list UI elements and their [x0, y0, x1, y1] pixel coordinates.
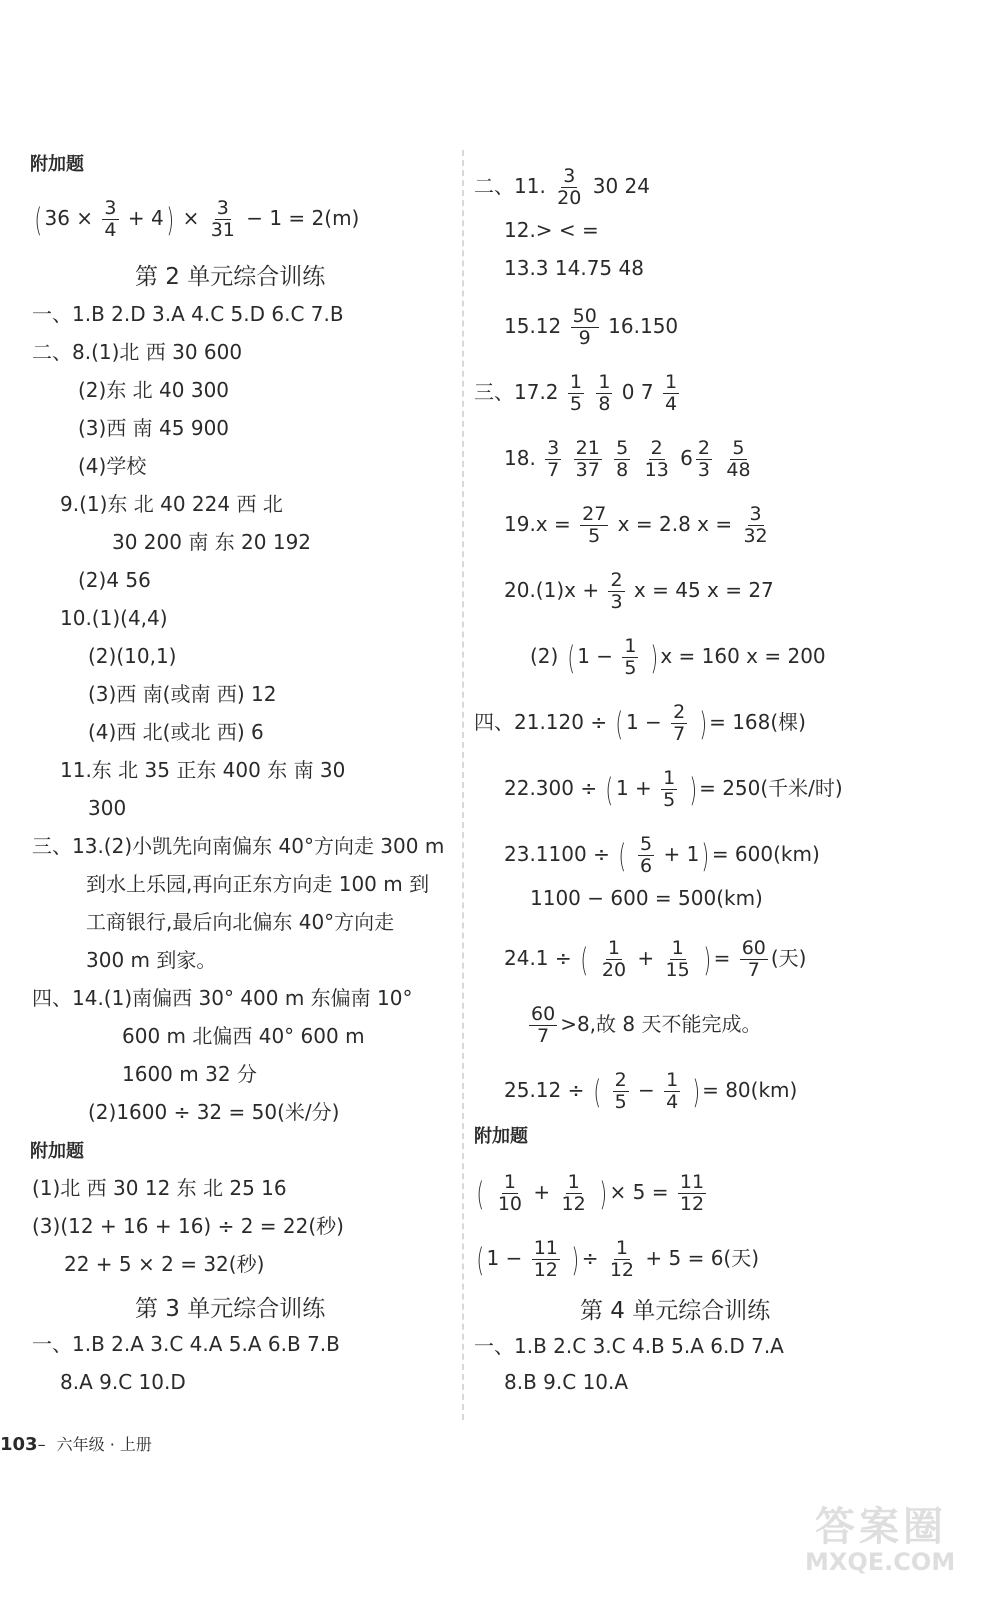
answer-line: 11.东 北 35 正东 400 东 南 30	[60, 758, 346, 782]
footer-dash: –	[37, 1435, 46, 1454]
fraction: $\frac{1}{4}$	[666, 1069, 679, 1113]
answer-line: 到水上乐园,再向正东方向走 100 m 到	[86, 872, 430, 896]
answer-line: 一、1.B 2.C 3.C 4.B 5.A 6.D 7.A	[474, 1334, 784, 1358]
answer-line: ( 1 − $\frac{11}{12}$ ) ÷ $\frac{1}{12}$ + 5 = 6(天)	[476, 1237, 760, 1281]
fraction: $\frac{21}{37}$	[575, 437, 600, 481]
answer-line: 8.A 9.C 10.D	[60, 1370, 186, 1394]
answer-line: (1)北 西 30 12 东 北 25 16	[32, 1176, 287, 1200]
answer-line: 1600 m 32 分	[122, 1062, 257, 1086]
answer-line: 600 m 北偏西 40° 600 m	[122, 1024, 365, 1048]
fraction: $\frac{2}{13}$	[644, 437, 669, 481]
fraction: $\frac{2}{7}$	[673, 701, 686, 745]
addon-formula: ( 36 × $\frac{3}{4}$ + 4) × $\frac{3}{31}$ − 1 = 2(m)	[34, 197, 360, 241]
answer-line: 24.1 ÷ ( $\frac{1}{20}$ + $\frac{1}{15}$ ) = $\frac{60}{7}$ (天)	[504, 937, 807, 981]
answer-line: (3)西 南 45 900	[78, 416, 230, 440]
fraction: $\frac{1}{12}$	[609, 1237, 635, 1281]
page-footer	[0, 1432, 152, 1455]
fraction: $\frac{1}{8}$	[598, 371, 611, 415]
unit4-title: 第 4 单元综合训练	[580, 1298, 771, 1324]
fraction: $\frac{60}{7}$	[531, 1003, 556, 1047]
answer-line: 22 + 5 × 2 = 32(秒)	[64, 1252, 265, 1276]
fraction: $\frac{1}{12}$	[561, 1171, 586, 1215]
answer-line: 13.3 14.75 48	[504, 256, 644, 280]
fraction: $\frac{2}{3}$	[610, 569, 623, 613]
fraction: $\frac{3}{7}$	[547, 437, 560, 481]
grade-label: 六年级 · 上册	[56, 1435, 152, 1454]
answer-line: (4)西 北(或北 西) 6	[88, 720, 264, 744]
fraction: $\frac{1}{4}$	[664, 371, 678, 415]
unit2-title: 第 2 单元综合训练	[135, 264, 326, 290]
addon3-title: 附加题	[474, 1126, 528, 1147]
column-divider	[462, 150, 464, 1420]
fraction: $\frac{5}{8}$	[616, 437, 629, 481]
fraction: $\frac{5}{6}$	[640, 833, 653, 877]
unit3-title: 第 3 单元综合训练	[135, 1296, 326, 1322]
answer-line: 9.(1)东 北 40 224 西 北	[60, 492, 283, 516]
answer-line: 二、8.(1)北 西 30 600	[32, 340, 243, 364]
answer-line: 19.x = $\frac{27}{5}$ x = 2.8 x = $\frac{3}{32}$	[504, 503, 768, 547]
answer-line: 四、21.120 ÷ ( 1 − $\frac{2}{7}$ ) = 168(棵)	[474, 701, 806, 745]
answer-line: 三、17.2 $\frac{1}{5}$ $\frac{1}{8}$ 0 7 $\frac{1}{4}$	[474, 371, 678, 415]
answer-line: 工商银行,最后向北偏东 40°方向走	[86, 910, 395, 934]
answer-line: 1100 − 600 = 500(km)	[530, 886, 763, 910]
answer-line: (2) ( 1 − $\frac{1}{5}$ ) x = 160 x = 200	[530, 635, 826, 679]
answer-line: $\frac{60}{7}$ >8,故 8 天不能完成。	[531, 1003, 762, 1047]
fraction: $\frac{2}{5}$	[614, 1069, 627, 1113]
fraction: $\frac{11}{12}$	[533, 1237, 558, 1281]
watermark-logo: 答案圈 MXQE.COM	[805, 1504, 956, 1576]
fraction: $\frac{27}{5}$	[582, 503, 607, 547]
answer-line: 300	[88, 796, 127, 820]
fraction: $\frac{1}{15}$	[665, 937, 690, 981]
answer-line: 23.1100 ÷ ( $\frac{5}{6}$ + 1) = 600(km)	[504, 833, 820, 877]
fraction: $\frac{1}{20}$	[601, 937, 627, 981]
fraction: $\frac{3}{20}$	[557, 165, 582, 209]
fraction: $\frac{50}{9}$	[572, 305, 597, 349]
fraction: $\frac{1}{5}$	[624, 635, 637, 679]
addon-title: 附加题	[30, 154, 84, 175]
answer-line: 300 m 到家。	[86, 948, 217, 972]
answer-line: 18. $\frac{3}{7}$ $\frac{21}{37}$ $\frac{5}{8}$ $\frac{2}{13}$ 6 $\frac{2}{3}$ $\frac{5}{48}$	[504, 437, 751, 481]
answer-line: (2)东 北 40 300	[78, 378, 230, 402]
page-number: 103	[0, 1434, 38, 1455]
answer-line: 22.300 ÷ ( 1 + $\frac{1}{5}$ ) = 250(千米/时)	[504, 767, 843, 811]
fraction: $\frac{1}{5}$	[569, 371, 582, 415]
fraction: $\frac{3}{31}$	[210, 197, 235, 241]
answer-line: 8.B 9.C 10.A	[504, 1370, 629, 1394]
fraction: $\frac{1}{10}$	[497, 1171, 523, 1215]
fraction: $\frac{3}{32}$	[743, 503, 768, 547]
answer-line: 12.> < =	[504, 218, 599, 242]
fraction: $\frac{60}{7}$	[741, 937, 766, 981]
answer-line: 20.(1)x + $\frac{2}{3}$ x = 45 x = 27	[504, 569, 774, 613]
answer-line: 四、14.(1)南偏西 30° 400 m 东偏南 10°	[32, 986, 413, 1010]
answer-line: ( $\frac{1}{10}$ + $\frac{1}{12}$ ) × 5 = $\frac{11}{12}$	[476, 1171, 705, 1215]
answer-line: 25.12 ÷ ( $\frac{2}{5}$ − $\frac{1}{4}$ ) = 80(km)	[504, 1069, 798, 1113]
answer-line: (2)(10,1)	[88, 644, 177, 668]
fraction: $\frac{3}{4}$	[104, 197, 117, 241]
answer-line: 一、1.B 2.A 3.C 4.A 5.A 6.B 7.B	[32, 1332, 340, 1356]
answer-line: 三、13.(2)小凯先向南偏东 40°方向走 300 m	[32, 834, 445, 858]
answer-line: 15.12 $\frac{50}{9}$ 16.150	[504, 305, 679, 349]
answer-line: (4)学校	[78, 454, 147, 478]
answer-line: 二、11. $\frac{3}{20}$ 30 24	[474, 165, 650, 209]
answer-line: (2)4 56	[78, 568, 151, 592]
fraction: $\frac{5}{48}$	[726, 437, 751, 481]
answer-line: (3)西 南(或南 西) 12	[88, 682, 277, 706]
fraction: $\frac{11}{12}$	[679, 1171, 705, 1215]
answer-line: 30 200 南 东 20 192	[112, 530, 312, 554]
addon2-title: 附加题	[30, 1141, 84, 1162]
answer-line: 一、1.B 2.D 3.A 4.C 5.D 6.C 7.B	[32, 302, 344, 326]
answer-line: (3)(12 + 16 + 16) ÷ 2 = 22(秒)	[32, 1214, 344, 1238]
fraction: $\frac{1}{5}$	[663, 767, 676, 811]
answer-line: 10.(1)(4,4)	[60, 606, 168, 630]
answer-line: (2)1600 ÷ 32 = 50(米/分)	[88, 1100, 340, 1124]
fraction: $\frac{2}{3}$	[697, 437, 710, 481]
